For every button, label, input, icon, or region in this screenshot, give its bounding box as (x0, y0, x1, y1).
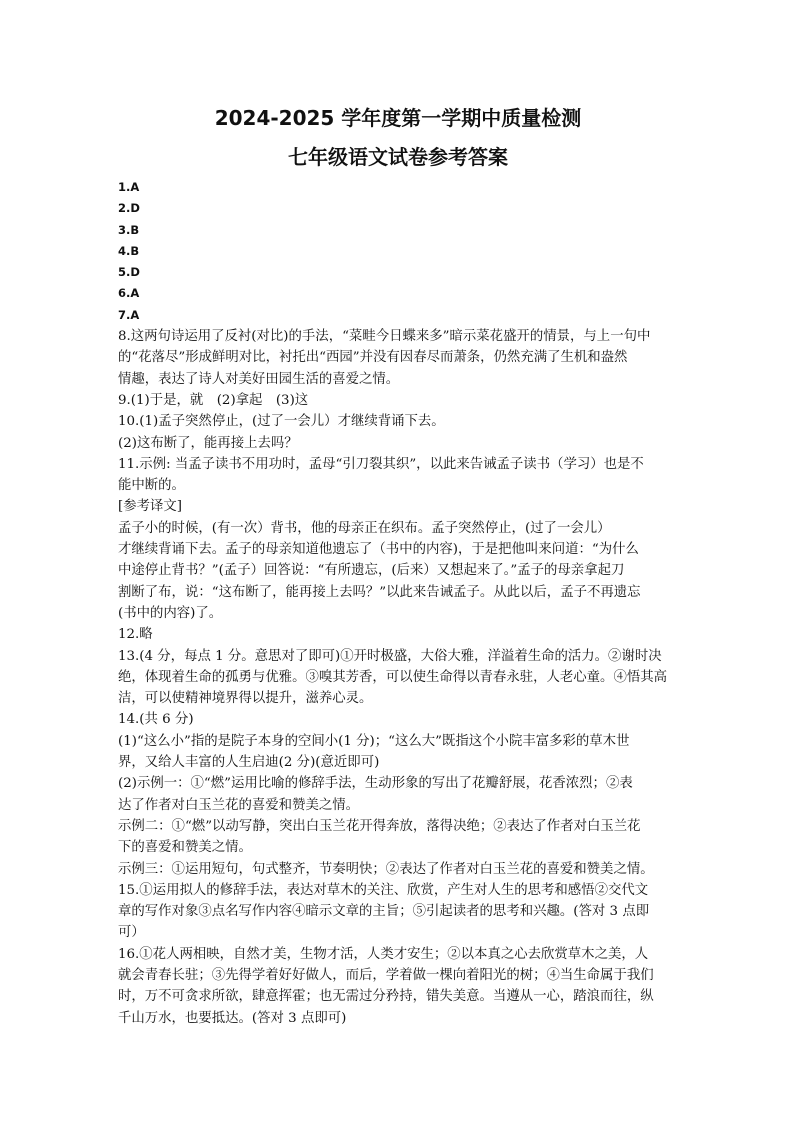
text-line: 时，万不可贪求所欲，肆意挥霍；也无需过分矜持，错失美意。当遵从一心，踏浪而往，纵 (118, 989, 654, 1005)
answer-1: 1.A (118, 180, 140, 194)
text-line: 达了作者对白玉兰花的喜爱和赞美之情。 (118, 797, 360, 813)
text-line: 下的喜爱和赞美之情。 (118, 840, 252, 856)
answer-sheet (118, 100, 678, 1029)
text-line: 中途停止背书？”(孟子）回答说：“有所遗忘，(后来）又想起来了。”孟子的母亲拿起刀 (118, 563, 625, 579)
answer-3: 3.B (118, 222, 140, 237)
text-line: 14.(共 6 分) (118, 712, 194, 728)
text-line: [参考译文] (118, 499, 183, 515)
text-line: 示例二：①“燃”以动写静，突出白玉兰花开得奔放，落得决绝；②表达了作者对白玉兰花 (118, 818, 641, 834)
text-line: 的“花落尽”形成鲜明对比，衬托出“西园”并没有因春尽而萧条，仍然充满了生机和盎然 (118, 350, 628, 366)
text-line: 13.(4 分，每点 1 分。意思对了即可)①开时极盛，大俗大雅，洋溢着生命的活力。②谢时决 (118, 648, 662, 664)
text-line: 割断了布，说：“这布断了，能再接上去吗？”以此来告诫孟子。从此以后，孟子不再遗忘 (118, 584, 641, 600)
text-line: 洁，可以使精神境界得以提升，滋养心灵。 (118, 691, 373, 707)
text-line: 16.①花人两相映，自然才美，生物才活，人类才安生；②以本真之心去欣赏草木之美，人 (118, 946, 649, 962)
text-line: 情趣，表达了诗人对美好田园生活的喜爱之情。 (118, 371, 400, 387)
page-title: 2024-2025 学年度第一学期中质量检测 (214, 106, 582, 130)
text-line: 绝，体现着生命的孤勇与优雅。③嗅其芳香，可以使生命得以青春永驻，人老心童。④悟其高 (118, 669, 668, 685)
text-line: 11.示例: 当孟子读书不用功时，孟母“引刀裂其织”，以此来告诫孟子读书（学习）也是不 (118, 456, 644, 472)
text-line: 才继续背诵下去。孟子的母亲知道他遗忘了（书中的内容)，于是把他叫来问道：“为什么 (118, 542, 639, 558)
text-line: 界，又给人丰富的人生启迪(2 分)(意近即可) (118, 755, 380, 771)
text-line: 可） (118, 925, 145, 941)
answer-4: 4.B (118, 243, 140, 258)
text-line: (书中的内容)了。 (118, 605, 223, 621)
text-line: (2)示例一：①“燃”运用比喻的修辞手法，生动形象的写出了花瓣舒展，花香浓烈；②表 (118, 776, 633, 792)
text-line: 9.(1)于是，就 (2)拿起 (3)这 (118, 392, 309, 408)
text-line: 孟子小的时候，(有一次）背书，他的母亲正在织布。孟子突然停止，(过了一会儿） (118, 520, 611, 536)
text-line: 就会青春长驻；③先得学着好好做人，而后，学着做一棵向着阳光的树；④当生命属于我们 (118, 967, 654, 983)
answer-7: 7.A (118, 307, 140, 322)
text-line: 10.(1)孟子突然停止，(过了一会儿）才继续背诵下去。 (118, 414, 445, 430)
text-line: 章的写作对象③点名写作内容④暗示文章的主旨；⑤引起读者的思考和兴趣。(答对 3 点即 (118, 904, 650, 920)
page-subtitle: 七年级语文试卷参考答案 (288, 145, 508, 169)
text-line: 千山万水，也要抵达。(答对 3 点即可) (118, 1010, 347, 1026)
text-line: 示例三：①运用短句，句式整齐，节奏明快；②表达了作者对白玉兰花的喜爱和赞美之情。 (118, 861, 654, 877)
answer-5: 5.D (118, 265, 140, 280)
text-line: 能中断的。 (118, 478, 185, 494)
answer-2: 2.D (118, 201, 140, 216)
text-line: (1)“这么小”指的是院子本身的空间小(1 分)；“这么大”既指这个小院丰富多彩的草木世 (118, 733, 630, 749)
text-line: 12.略 (118, 627, 153, 643)
multiple-choice-answers (118, 177, 678, 326)
answer-body (118, 326, 678, 1029)
text-line: (2)这布断了，能再接上去吗？ (118, 435, 298, 451)
text-line: 15.①运用拟人的修辞手法，表达对草木的关注、欣赏，产生对人生的思考和感悟②交代文 (118, 882, 649, 898)
answer-6: 6.A (118, 286, 140, 301)
text-line: 8.这两句诗运用了反衬(对比)的手法，“菜畦今日蝶来多”暗示菜花盛开的情景，与上一句中 (118, 329, 651, 345)
